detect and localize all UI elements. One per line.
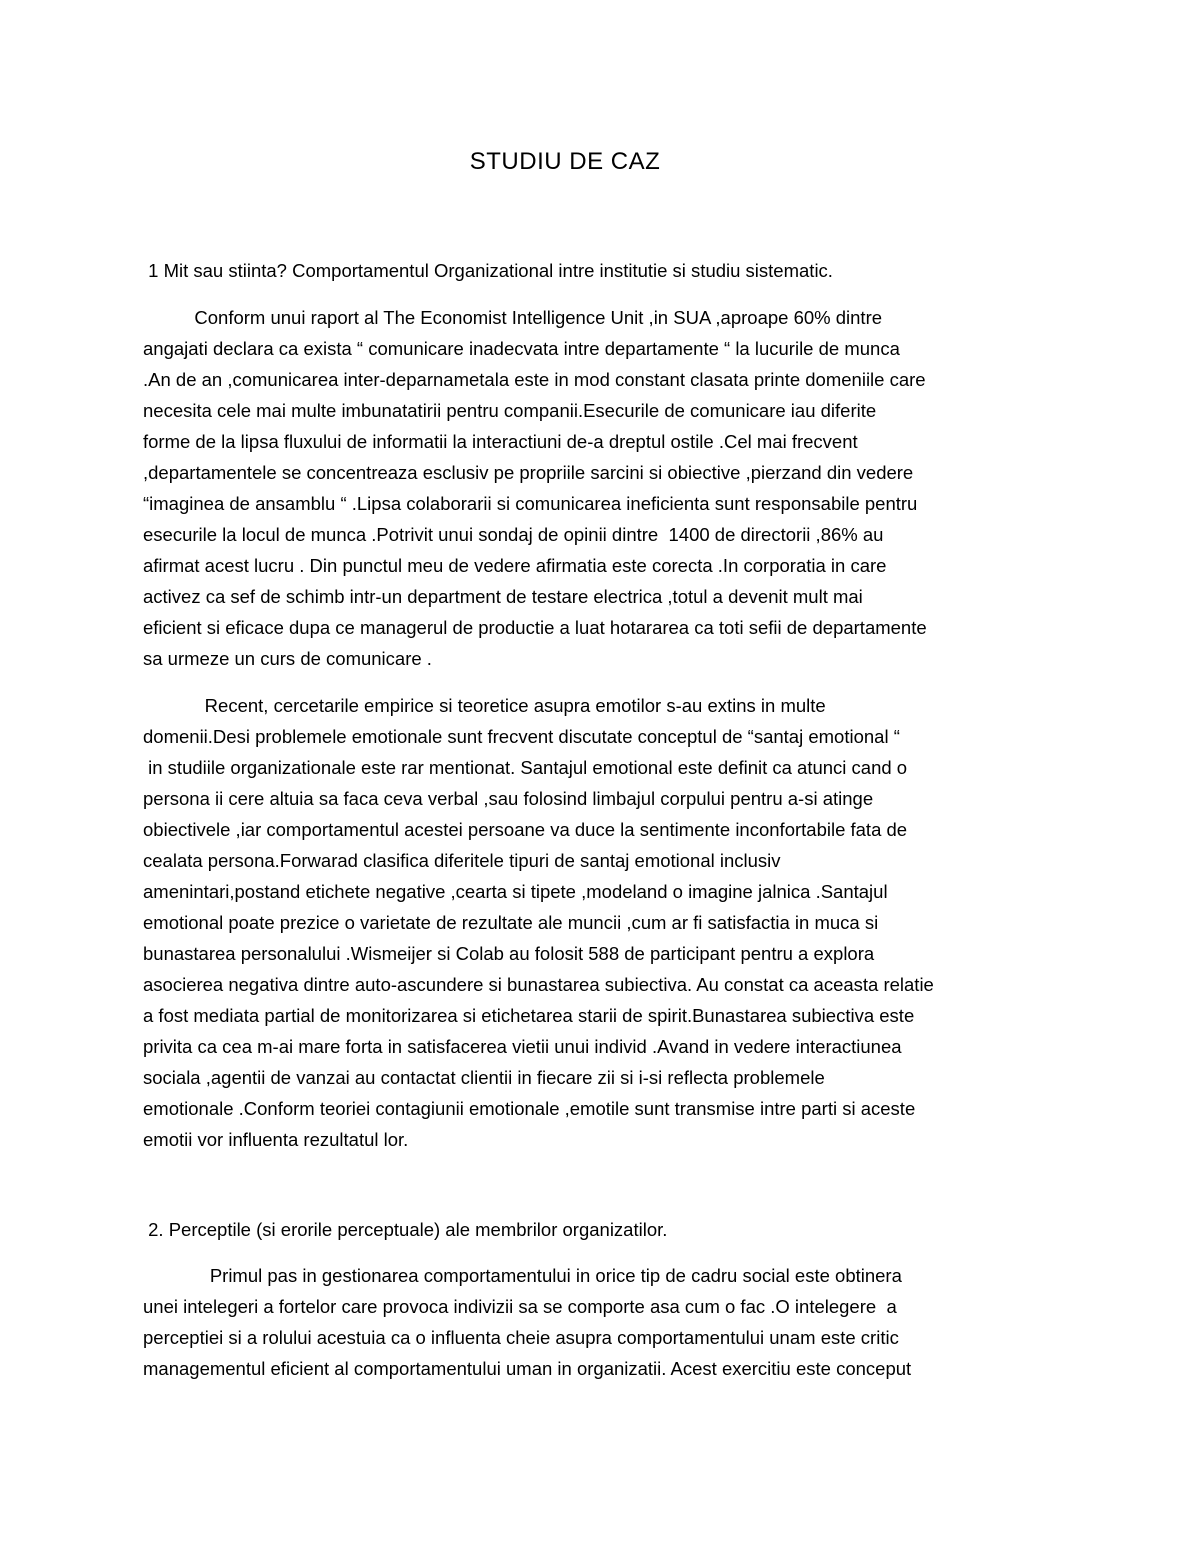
paragraph-line: Conform unui raport al The Economist Intelligence Unit ,in SUA ,aproape 60% dintre: [143, 307, 883, 328]
paragraph-line: unei intelegeri a fortelor care provoca indivizii sa se comporte asa cum o fac .O intelegere a: [143, 1296, 897, 1317]
section-1-heading-text: 1 Mit sau stiinta? Comportamentul Organizational intre institutie si studiu sistematic.: [143, 260, 833, 281]
paragraph-line: bunastarea personalului .Wismeijer si Colab au folosit 588 de participant pentru a explora: [143, 943, 875, 964]
paragraph-line: angajati declara ca exista “ comunicare inadecvata intre departamente “ la lucurile de munca: [143, 338, 900, 359]
paragraph-line: a fost mediata partial de monitorizarea si etichetarea starii de spirit.Bunastarea subiectiva este: [143, 1005, 915, 1026]
paragraph-line: .An de an ,comunicarea inter-deparnametala este in mod constant clasata printe domeniile care: [143, 369, 926, 390]
paragraph-line: forme de la lipsa fluxului de informatii la interactiuni de-a dreptul ostile .Cel mai frecvent: [143, 431, 858, 452]
paragraph-line: sociala ,agentii de vanzai au contactat clientii in fiecare zii si i-si reflecta problemele: [143, 1067, 825, 1088]
document-title: STUDIU DE CAZ: [469, 148, 661, 175]
paragraph-line: obiectivele ,iar comportamentul acestei persoane va duce la sentimente inconfortabile fata de: [143, 819, 908, 840]
paragraph-line: afirmat acest lucru . Din punctul meu de vedere afirmatia este corecta .In corporatia in care: [143, 555, 887, 576]
paragraph-line: “imaginea de ansamblu “ .Lipsa colaborarii si comunicarea ineficienta sunt responsabile pentru: [143, 493, 918, 514]
paragraph-line: activez ca sef de schimb intr-un department de testare electrica ,totul a devenit mult mai: [143, 586, 863, 607]
paragraph-line: Primul pas in gestionarea comportamentului in orice tip de cadru social este obtinera: [143, 1265, 902, 1286]
paragraph-line: esecurile la locul de munca .Potrivit unui sondaj de opinii dintre 1400 de directorii ,86% au: [143, 524, 884, 545]
paragraph-line: eficient si eficace dupa ce managerul de productie a luat hotararea ca toti sefii de departamente: [143, 617, 927, 638]
paragraph-line: emotionale .Conform teoriei contagiunii emotionale ,emotile sunt transmise intre parti si aceste: [143, 1098, 916, 1119]
section-2-heading: [143, 1214, 1073, 1245]
section-2-heading-text: 2. Perceptile (si erorile perceptuale) ale membrilor organizatilor.: [143, 1219, 668, 1240]
paragraph-line: privita ca cea m-ai mare forta in satisfacerea vietii unui individ .Avand in vedere interactiunea: [143, 1036, 902, 1057]
paragraph-line: in studiile organizationale este rar mentionat. Santajul emotional este definit ca atunci cand o: [143, 757, 908, 778]
paragraph-line: asocierea negativa dintre auto-ascundere si bunastarea subiectiva. Au constat ca aceasta relatie: [143, 974, 934, 995]
paragraph-line: cealata persona.Forwarad clasifica diferitele tipuri de santaj emotional inclusiv: [143, 850, 781, 871]
section-1-heading: [143, 255, 1073, 286]
paragraph-line: amenintari,postand etichete negative ,cearta si tipete ,modeland o imagine jalnica .Santajul: [143, 881, 888, 902]
paragraph-line: emotional poate prezice o varietate de rezultate ale muncii ,cum ar fi satisfactia in muca si: [143, 912, 879, 933]
paragraph-line: necesita cele mai multe imbunatatirii pentru companii.Esecurile de comunicare iau diferite: [143, 400, 877, 421]
paragraph-line: Recent, cercetarile empirice si teoretice asupra emotilor s-au extins in multe: [143, 695, 826, 716]
section-2-paragraph-1: [143, 1260, 1073, 1384]
paragraph-line: ,departamentele se concentreaza esclusiv pe propriile sarcini si obiective ,pierzand din vedere: [143, 462, 914, 483]
paragraph-line: perceptiei si a rolului acestuia ca o influenta cheie asupra comportamentului unam este critic: [143, 1327, 899, 1348]
paragraph-line: managementul eficient al comportamentului uman in organizatii. Acest exercitiu este conceput: [143, 1358, 912, 1379]
paragraph-line: emotii vor influenta rezultatul lor.: [143, 1129, 409, 1150]
paragraph-line: domenii.Desi problemele emotionale sunt frecvent discutate conceptul de “santaj emotional “: [143, 726, 900, 747]
section-1-paragraph-1: [143, 302, 1073, 674]
section-1-paragraph-2: [143, 690, 1073, 1155]
paragraph-line: sa urmeze un curs de comunicare .: [143, 648, 432, 669]
paragraph-line: persona ii cere altuia sa faca ceva verbal ,sau folosind limbajul corpului pentru a-si atinge: [143, 788, 874, 809]
